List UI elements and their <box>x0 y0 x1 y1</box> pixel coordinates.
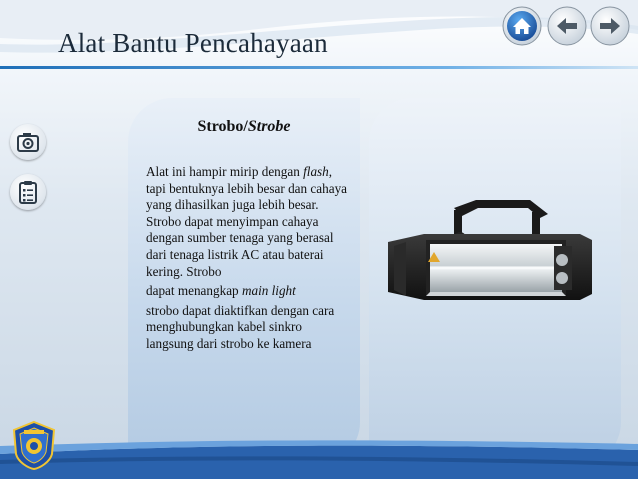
footer-swoosh <box>0 440 638 479</box>
p1-italic: flash <box>303 164 329 179</box>
clipboard-icon <box>10 174 46 210</box>
next-button[interactable] <box>590 6 630 46</box>
arrow-left-icon <box>547 6 587 46</box>
p1-start: Alat ini hampir mirip dengan <box>146 164 304 179</box>
home-icon <box>502 6 542 46</box>
sidebar-clipboard-button[interactable] <box>10 174 46 210</box>
page-title: Alat Bantu Pencahayaan <box>58 28 328 58</box>
arrow-right-icon <box>590 6 630 46</box>
p2-italic: main light <box>241 283 296 299</box>
paragraph-2 <box>146 283 352 300</box>
paragraph-3 <box>146 303 352 353</box>
logo-emblem-icon <box>10 420 58 470</box>
panel-heading <box>128 118 360 136</box>
sidebar-camera-button[interactable] <box>10 124 46 160</box>
title-divider <box>0 66 638 69</box>
heading-plain: Strobo/ <box>197 118 248 135</box>
strobe-light-image <box>380 200 600 310</box>
description-text <box>146 164 352 353</box>
p1-end: , tapi bentuknya lebih besar dan cahaya yang dihasilkan juga lebih besar. Strobo dapat menyimpan cahaya dengan sumber tenaga yang berasal dari tenaga listrik AC atau baterai kering. Strobo <box>146 164 348 279</box>
camera-icon <box>10 124 46 160</box>
heading-italic: Strobe <box>247 118 291 135</box>
p2-start: dapat menangkap <box>146 283 242 299</box>
school-logo <box>10 420 58 470</box>
home-button[interactable] <box>502 6 542 46</box>
back-button[interactable] <box>547 6 587 46</box>
paragraph-1 <box>146 164 352 280</box>
p3-text: strobo dapat diaktifkan dengan cara menghubungkan kabel sinkro langsung dari strobo ke kamera <box>146 302 335 351</box>
